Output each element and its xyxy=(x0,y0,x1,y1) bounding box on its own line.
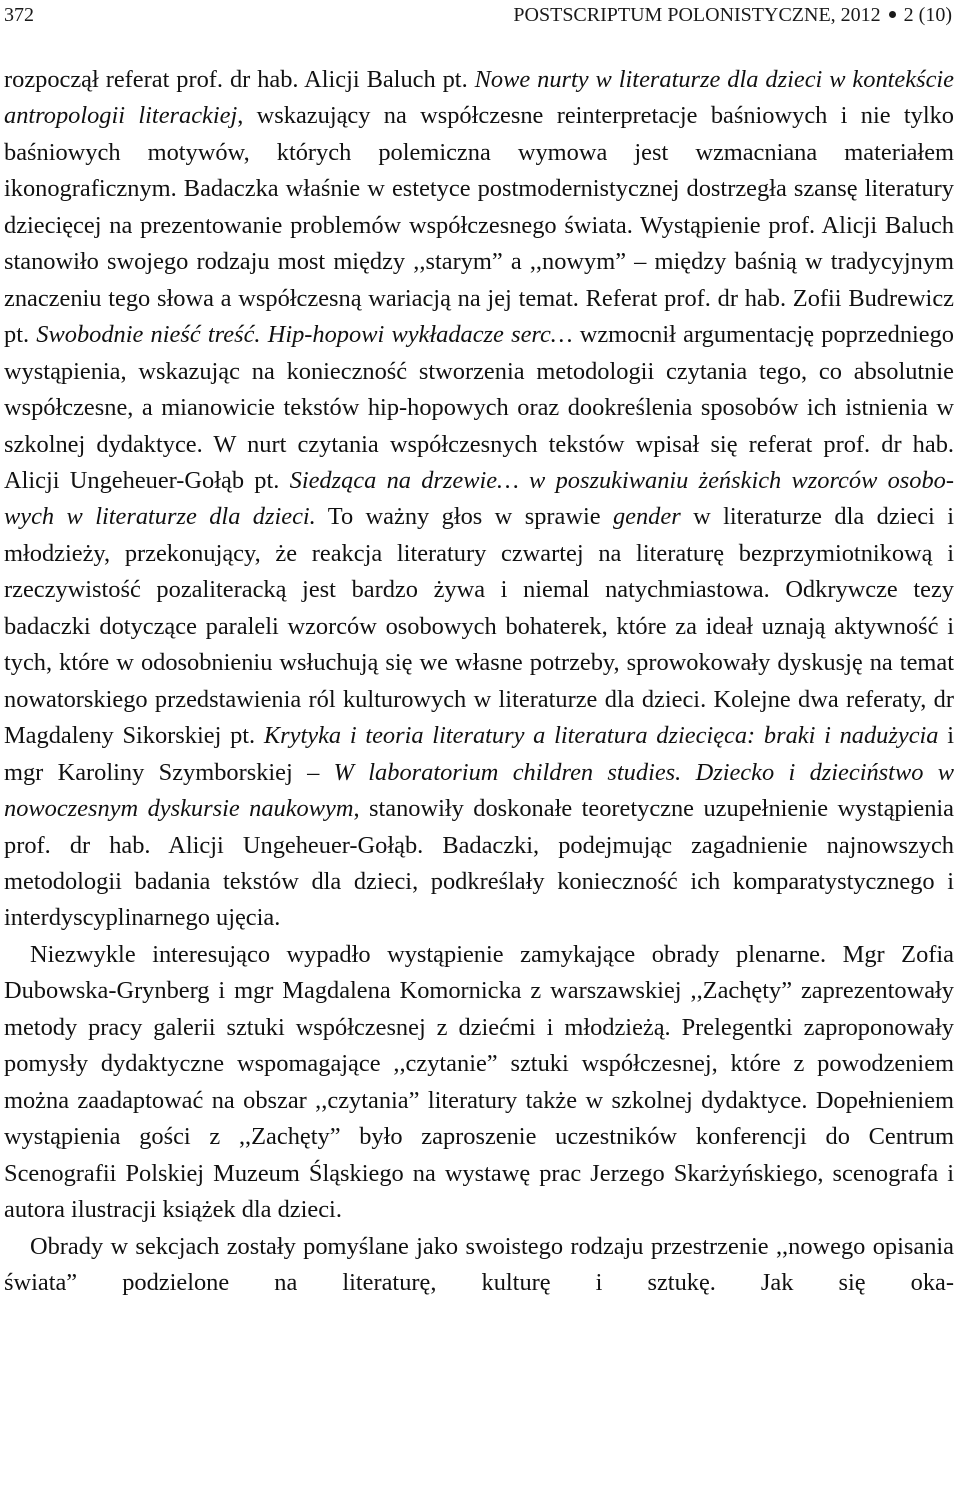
text-run: wzmocnił argumentację poprzedniego wystąpienia, wskazując na konieczność stworzenia metodologii czytania tego, co absolutnie współczesne, a mianowicie tekstów hip-hopowych oraz dookreślenia sposobów ich istnienia w szkolnej dydaktyce. W nurt czytania współczesnych tekstów wpisał się referat prof. dr hab. Alicji Ungeheuer-Gołąb pt. xyxy=(4,321,955,494)
italic-title-text: W laboratorium children studies. Dziecko i dzieciństwo w nowoczesnym dyskursie naukowym xyxy=(4,758,954,823)
paragraph xyxy=(4,1229,954,1302)
running-header xyxy=(4,0,952,34)
text-run: , wskazujący na współczesne reinterpretacje baśniowych i nie tylko baśniowych motywów, których polemiczna wymowa jest wzmacniana materiałem ikonograficznym. Badaczka właśnie w estetyce postmodernistycznej dostrzegła szansę literatury dziecięcej na prezentowanie problemów współczesnego świata. Wystąpienie prof. Alicji Baluch stanowiło swojego rodzaju most między ,,starym” a ,,nowym” – między baśnią w tradycyjnym znaczeniu tego słowa a współczesną wariacją na jej temat. Referat prof. dr hab. Zofii Budrewicz pt. xyxy=(4,102,955,349)
text-run: w literaturze dla dzieci i młodzieży, przekonujący, że reakcja literatury czwartej na literaturę bezprzymiotnikową i rzeczywistość pozaliteracką jest bardzo żywa i niemal natychmiastowa. Odkrywcze tezy badaczki dotyczące paraleli wzorców osobowych bohaterek, które za ideał uznają aktywność i tych, które w odosobnieniu wsłuchują się we własne potrzeby, sprowokowały dyskusję na temat nowatorskiego przedstawienia ról kulturowych w literaturze dla dzieci. Kolejne dwa referaty, dr Magdaleny Sikorskiej pt. xyxy=(4,503,954,750)
text-run: , stanowiły doskonałe teoretyczne uzupełnienie wystąpienia prof. dr hab. Alicji Ungeheuer-Gołąb. Badaczki, podejmując zagadnienie najnowszych metodologii badania tekstów dla dzieci, podkreślały konieczność ich komparatystycznego i interdyscyplinarnego ujęcia. xyxy=(4,795,954,932)
italic-title-text: Siedząca na drzewie… w poszukiwaniu żeńskich wzorców osobowych w literaturze dla dzieci. xyxy=(4,466,954,531)
text-run: Obrady w sekcjach zostały pomyślane jako swoistego rodzaju przestrzenie ,,nowego opisania świata” podzielone na literaturę, kulturę i sztukę. Jak się oka- xyxy=(4,1232,954,1296)
journal-issue: 2 (10) xyxy=(903,4,952,26)
bullet-separator-icon xyxy=(889,11,896,18)
text-run: rozpoczął referat prof. dr hab. Alicji Baluch pt. xyxy=(4,66,475,93)
italic-title-text: Krytyka i teoria literatury a literatura dziecięca: braki i nadużycia xyxy=(263,722,939,750)
page-number: 372 xyxy=(4,4,34,26)
journal-title: POSTSCRIPTUM POLONISTYCZNE, 2012 xyxy=(513,4,881,26)
paragraph xyxy=(4,62,954,937)
italic-title-text: gender xyxy=(612,503,681,531)
paragraph xyxy=(4,937,954,1229)
text-run: To ważny głos w sprawie xyxy=(315,503,613,531)
text-run: Niezwykle interesująco wypadło wystąpienie zamykające obrady plenarne. Mgr Zofia Dubowska-Grynberg i mgr Magdalena Komornicka z warszawskiej ,,Zachęty” zaprezentowały metody pracy galerii sztuki współczesnej z dziećmi i młodzieżą. Prelegentki zaproponowały pomysły dydaktyczne wspomagające ,,czytanie” sztuki współczesnej, które z powodzeniem można zaadaptować na obszar ,,czytania” literatury także w szkolnej dydaktyce. Dopełnieniem wystąpienia gości z ,,Zachęty” było zaproszenie uczestników konferencji do Centrum Scenografii Polskiej Muzeum Śląskiego na wystawę prac Jerzego Skarżyńskiego, scenografa i autora ilustracji książek dla dzieci. xyxy=(4,940,954,1224)
italic-title-text: Swobodnie nieść treść. Hip-hopowi wykładacze serc… xyxy=(36,321,573,349)
journal-header xyxy=(513,0,952,30)
body-text xyxy=(4,62,954,1301)
text-run: i mgr Karoliny Szymborskiej – xyxy=(4,722,954,786)
italic-title-text: Nowe nurty w literaturze dla dzieci w kontekście antropologii literackiej xyxy=(4,66,954,130)
